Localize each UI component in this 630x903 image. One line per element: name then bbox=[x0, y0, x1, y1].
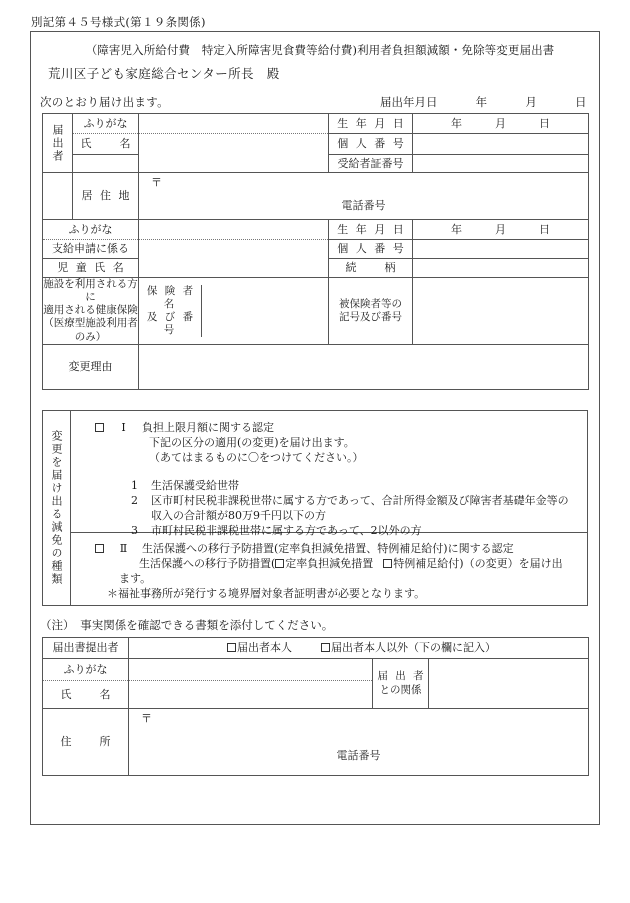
checkbox-submitter-other[interactable] bbox=[321, 643, 330, 652]
section2-heading-line bbox=[71, 533, 587, 556]
note-text: （注） 事実関係を確認できる書類を添付してください。 bbox=[40, 618, 334, 632]
child-birth-year: 年 bbox=[451, 222, 462, 236]
child-relation-field[interactable] bbox=[413, 259, 589, 278]
insurer-label-and-field bbox=[139, 278, 329, 345]
section1-option-2-cont: 収入の合計額が80万9千円以下の方 bbox=[151, 509, 326, 522]
page-title: （障害児入所給付費 特定入所障害児食費等給付費)利用者負担額減額・免除等変更届出書 bbox=[85, 43, 555, 57]
checkbox-submitter-self[interactable] bbox=[227, 643, 236, 652]
applicant-name-field[interactable] bbox=[139, 134, 329, 173]
section1-option-1[interactable] bbox=[71, 465, 587, 493]
insured-label-line1: 被保険者等の bbox=[339, 297, 402, 310]
insurer-name-number-field[interactable] bbox=[202, 285, 329, 338]
submitter-address-field[interactable] bbox=[129, 709, 589, 776]
applicant-mynumber-label: 個 人 番 号 bbox=[329, 134, 413, 155]
birth-year: 年 bbox=[451, 116, 462, 130]
submitter-postal-mark: 〒 bbox=[141, 712, 152, 725]
checkbox-section-2[interactable] bbox=[95, 544, 104, 553]
postal-mark: 〒 bbox=[151, 176, 162, 189]
child-name-label-line1: 支給申請に係る bbox=[52, 242, 129, 256]
submitter-header-label: 届出書提出者 bbox=[43, 638, 129, 659]
table-row bbox=[43, 344, 589, 389]
change-kind-body bbox=[71, 411, 587, 605]
child-birth-month: 月 bbox=[495, 222, 506, 236]
child-furigana-field[interactable] bbox=[139, 220, 329, 240]
submit-date-label: 届出年月日 bbox=[380, 95, 438, 109]
table-row bbox=[43, 114, 589, 134]
table-row bbox=[43, 134, 589, 155]
birth-month: 月 bbox=[495, 116, 506, 130]
child-birth-field[interactable] bbox=[413, 220, 589, 240]
applicant-name-label-spacer bbox=[73, 155, 139, 173]
change-kind-box bbox=[42, 410, 588, 606]
relation-label-line1: 届 出 者 bbox=[377, 670, 426, 683]
child-relation-label: 続 柄 bbox=[329, 259, 413, 278]
section2-numeral: Ⅱ bbox=[119, 542, 128, 555]
submitter-table bbox=[42, 637, 589, 776]
change-reason-field[interactable] bbox=[139, 344, 589, 389]
intro-text: 次のとおり届け出ます。 bbox=[40, 95, 169, 109]
child-mynumber-label: 個 人 番 号 bbox=[329, 240, 413, 259]
option-2-number: 2 bbox=[131, 494, 138, 507]
insurer-name-number-label bbox=[139, 285, 202, 338]
submitter-furigana-field[interactable] bbox=[129, 659, 373, 681]
option-3-text: 市町村民税非課税世帯に属する方であって、2以外の方 bbox=[151, 524, 422, 537]
section1-line2: 下記の区分の適用(の変更)を届け出ます。 bbox=[149, 436, 355, 449]
insurance-scope-label bbox=[43, 278, 139, 345]
insured-label-line2: 記号及び番号 bbox=[339, 310, 402, 323]
child-name-label bbox=[43, 240, 139, 259]
section1-option-2[interactable] bbox=[71, 493, 587, 508]
child-birth-label: 生 年 月 日 bbox=[329, 220, 413, 240]
applicant-birth-field[interactable] bbox=[413, 114, 589, 134]
submitter-relation-label bbox=[373, 659, 429, 709]
table-row bbox=[43, 278, 589, 345]
section1-heading: 負担上限月額に関する認定 bbox=[142, 421, 274, 434]
submitter-name-label: 氏 名 bbox=[43, 681, 129, 709]
checkbox-section-1[interactable] bbox=[95, 423, 104, 432]
submitter-relation-field[interactable] bbox=[429, 659, 589, 709]
section2-line3: ます。 bbox=[119, 572, 152, 585]
section2-line2-prefix: 生活保護への移行予防措置( bbox=[139, 557, 276, 570]
child-furigana-label: ふりがな bbox=[43, 220, 139, 240]
insured-symbol-number-field[interactable] bbox=[413, 278, 589, 345]
submitter-name-field[interactable] bbox=[129, 681, 373, 709]
applicant-certificate-field[interactable] bbox=[413, 155, 589, 173]
insured-symbol-number-label bbox=[329, 278, 413, 345]
table-row bbox=[43, 220, 589, 240]
change-kind-section-2 bbox=[71, 533, 587, 605]
section2-line2 bbox=[71, 556, 587, 571]
child-name-label-2: 児 童 氏 名 bbox=[43, 259, 139, 278]
applicant-residence-field[interactable] bbox=[139, 173, 589, 220]
applicant-side-label-spacer bbox=[43, 173, 73, 220]
submitter-option-self: 届出者本人 bbox=[237, 641, 292, 655]
applicant-information-table bbox=[42, 113, 589, 390]
table-row bbox=[43, 659, 589, 681]
section2-option-1: 定率負担減免措置 bbox=[285, 557, 374, 570]
submit-date-day: 日 bbox=[574, 95, 587, 109]
section2-line2-suffix: )（の変更）を届け出 bbox=[459, 557, 563, 570]
applicant-tel-label: 電話番号 bbox=[341, 199, 386, 213]
section1-numeral: Ⅰ bbox=[121, 421, 126, 434]
table-row bbox=[43, 240, 589, 259]
insurance-scope-line1: 施設を利用される方に bbox=[43, 278, 138, 304]
submitter-option-other: 届出者本人以外（下の欄に記入） bbox=[331, 641, 496, 655]
checkbox-special-supplement[interactable] bbox=[383, 559, 392, 568]
submitter-furigana-label: ふりがな bbox=[43, 659, 129, 681]
submit-date-month: 月 bbox=[525, 95, 537, 109]
option-1-text: 生活保護受給世帯 bbox=[151, 479, 239, 492]
form-number: 別記第４５号様式(第１９条関係) bbox=[31, 15, 206, 29]
applicant-residence-label: 居 住 地 bbox=[73, 173, 139, 220]
submitter-tel-label: 電話番号 bbox=[336, 749, 381, 763]
submitter-address-label: 住 所 bbox=[43, 709, 129, 776]
submit-date-line bbox=[380, 94, 586, 110]
applicant-furigana-label: ふりがな bbox=[73, 114, 139, 134]
submitter-options bbox=[129, 638, 589, 659]
insurance-scope-line2: 適用される健康保険 bbox=[43, 304, 138, 317]
option-1-number: 1 bbox=[131, 479, 138, 492]
section2-option-2: 特例補足給付 bbox=[393, 557, 460, 570]
checkbox-fixed-rate-reduction[interactable] bbox=[275, 559, 284, 568]
section1-line3: （あてはまるものに〇をつけてください。） bbox=[149, 451, 364, 464]
birth-day: 日 bbox=[539, 116, 550, 130]
insurer-label-line2: 及 び 番 号 bbox=[146, 310, 196, 336]
change-reason-label: 変更理由 bbox=[43, 344, 139, 389]
applicant-furigana-field[interactable] bbox=[139, 114, 329, 134]
option-3-number: 3 bbox=[131, 524, 138, 537]
child-mynumber-field[interactable] bbox=[413, 240, 589, 259]
table-row bbox=[43, 709, 589, 776]
option-2-text: 区市町村民税非課税世帯に属する方であって、合計所得金額及び障害者基礎年金等の bbox=[151, 494, 569, 507]
change-kind-section-1 bbox=[71, 411, 587, 537]
section2-line4: ＊福祉事務所が発行する境界層対象者証明書が必要となります。 bbox=[107, 587, 426, 600]
change-kind-side-label: 変更を届け出る減免の種類 bbox=[43, 411, 71, 605]
table-row bbox=[43, 638, 589, 659]
relation-label-line2: との関係 bbox=[379, 683, 422, 696]
table-row bbox=[43, 173, 589, 220]
addressee-line: 荒川区子ども家庭総合センター所長 殿 bbox=[48, 66, 280, 81]
applicant-name-label: 氏 名 bbox=[73, 134, 139, 155]
applicant-birth-label: 生 年 月 日 bbox=[329, 114, 413, 134]
submit-date-year: 年 bbox=[475, 95, 488, 109]
applicant-mynumber-field[interactable] bbox=[413, 134, 589, 155]
child-name-field[interactable] bbox=[139, 240, 329, 278]
applicant-side-label: 届出者 bbox=[43, 114, 73, 173]
insurer-label-line1: 保 険 者 名 bbox=[146, 284, 196, 310]
section1-heading-line bbox=[71, 411, 587, 435]
section2-heading: 生活保護への移行予防措置(定率負担減免措置、特例補足給付)に関する認定 bbox=[142, 542, 514, 555]
insurance-scope-line3: （医療型施設利用者のみ） bbox=[43, 317, 138, 343]
applicant-certificate-label: 受給者証番号 bbox=[329, 155, 413, 173]
child-birth-day: 日 bbox=[539, 222, 550, 236]
